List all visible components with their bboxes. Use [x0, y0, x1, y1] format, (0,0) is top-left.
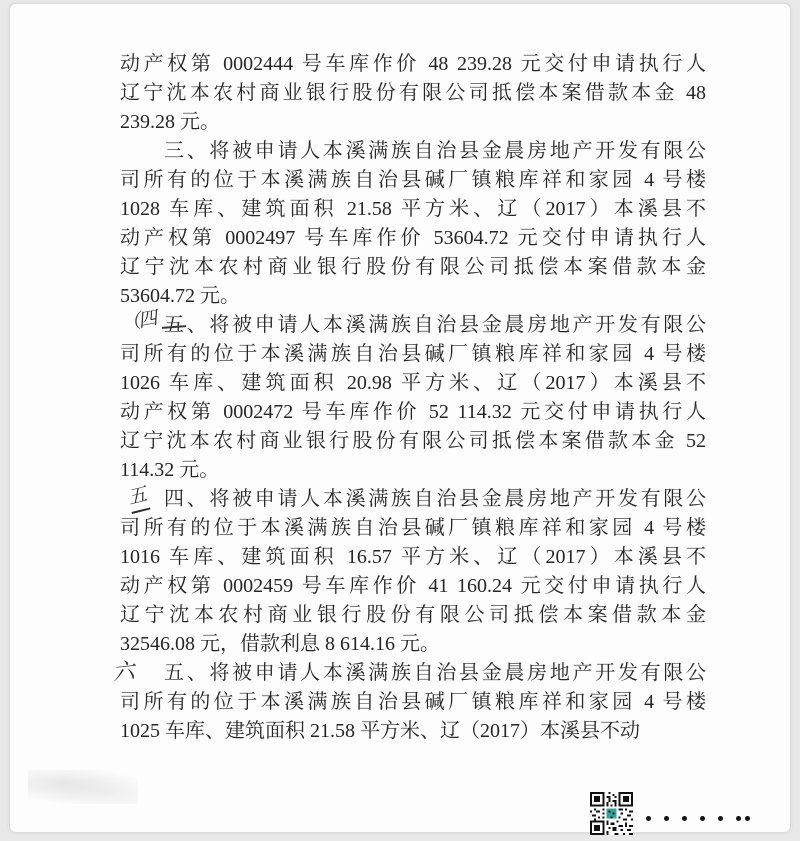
- handwritten-annotation: 五: [125, 482, 150, 514]
- text-line: 司所有的位于本溪满族自治县碱厂镇粮库祥和家园 4 号楼: [120, 517, 706, 539]
- text-line: 114.32 元。: [120, 459, 220, 481]
- scan-smudge: [28, 770, 138, 804]
- ink-dot: [646, 816, 651, 821]
- text-line: 动产权第 0002497 号车库作价 53604.72 元交付申请执行人: [120, 227, 706, 249]
- text-line: 239.28 元。: [120, 111, 220, 133]
- text-line: 司所有的位于本溪满族自治县碱厂镇粮库祥和家园 4 号楼: [120, 691, 706, 713]
- text-line: 动产权第 0002472 号车库作价 52 114.32 元交付申请执行人: [120, 401, 706, 423]
- ink-dot: [682, 816, 687, 821]
- text-line: 辽宁沈本农村商业银行股份有限公司抵偿本案借款本金: [120, 256, 706, 278]
- text-line: 辽宁沈本农村商业银行股份有限公司抵偿本案借款本金: [120, 604, 706, 626]
- ink-dot: [736, 816, 741, 821]
- handwritten-dots: [646, 814, 750, 822]
- text-line: （四 五、将被申请人本溪满族自治县金晨房地产开发有限公: [120, 311, 706, 340]
- text-line: 三、将被申请人本溪满族自治县金晨房地产开发有限公: [164, 140, 706, 162]
- ink-dot: [664, 816, 669, 821]
- document-body: [111, 50, 706, 746]
- text-line: 1026 车库、建筑面积 20.98 平方米、辽（2017）本溪县不: [120, 372, 706, 394]
- paragraph: [119, 308, 706, 485]
- text-line: 司所有的位于本溪满族自治县碱厂镇粮库祥和家园 4 号楼: [120, 343, 706, 365]
- text-line: 动产权第 0002459 号车库作价 41 160.24 元交付申请执行人: [120, 575, 706, 597]
- document-paper: [10, 4, 790, 832]
- text-line: 五 四、将被申请人本溪满族自治县金晨房地产开发有限公: [120, 485, 706, 514]
- text-line: 六 五、将被申请人本溪满族自治县金晨房地产开发有限公: [111, 658, 706, 686]
- handwritten-annotation: （四: [119, 308, 157, 336]
- text-line: 1025 车库、建筑面积 21.58 平方米、辽（2017）本溪县不动: [120, 720, 640, 742]
- ink-dot: [718, 816, 723, 821]
- text-line: 辽宁沈本农村商业银行股份有限公司抵偿本案借款本金 52: [120, 430, 706, 452]
- paragraph: [111, 658, 706, 746]
- paragraph: [120, 485, 706, 659]
- text-line: 动产权第 0002444 号车库作价 48 239.28 元交付申请执行人: [120, 53, 706, 75]
- ink-dot: [745, 816, 750, 821]
- paragraph: [120, 137, 706, 311]
- text-line: 32546.08 元，借款利息 8 614.16 元。: [120, 633, 440, 655]
- text-line: 1028 车库、建筑面积 21.58 平方米、辽（2017）本溪县不: [120, 198, 706, 220]
- text-line: 53604.72 元。: [120, 285, 240, 307]
- handwritten-annotation: 六: [111, 658, 134, 686]
- struck-character: 五: [164, 311, 184, 340]
- text-line: 司所有的位于本溪满族自治县碱厂镇粮库祥和家园 4 号楼: [120, 169, 706, 191]
- ink-dot: [700, 816, 705, 821]
- qr-code-icon: [590, 792, 633, 835]
- text-line: 辽宁沈本农村商业银行股份有限公司抵偿本案借款本金 48: [120, 82, 706, 104]
- paragraph: [120, 50, 706, 137]
- text-line: 1016 车库、建筑面积 16.57 平方米、辽（2017）本溪县不: [120, 546, 706, 568]
